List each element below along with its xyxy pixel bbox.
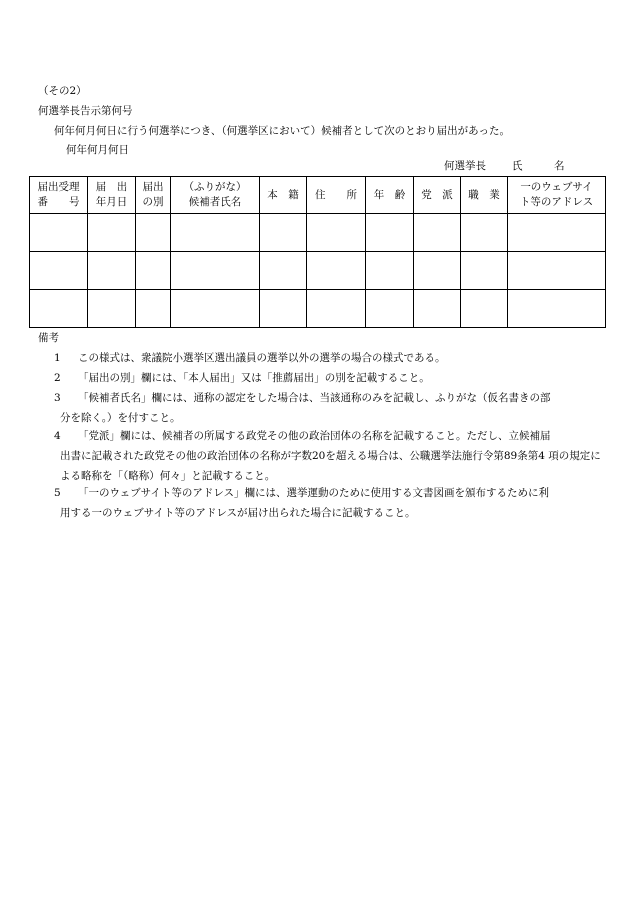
notice-statement: 何年何月何日に行う何選挙につき、（何選挙区において）候補者として次のとおり届出があった。 — [54, 125, 511, 137]
remark-item — [54, 368, 606, 388]
remark-number: 5 — [54, 487, 61, 499]
remark-number: 4 — [54, 430, 61, 442]
table-cell — [260, 290, 307, 328]
column-header-line: 届 出 — [95, 181, 128, 193]
table-cell — [414, 252, 461, 290]
table-cell — [414, 214, 461, 252]
table-cell — [461, 214, 508, 252]
table-cell — [88, 290, 136, 328]
table-cell — [171, 214, 260, 252]
table-cell — [366, 214, 414, 252]
column-header — [136, 177, 171, 214]
remark-text: 「一のウェブサイト等のアドレス」欄には、選挙運動のために使用する文書図画を頒布するために利 — [78, 487, 550, 499]
column-header — [414, 177, 461, 214]
column-header-line: 年月日 — [95, 196, 128, 208]
table-cell — [136, 252, 171, 290]
column-header — [307, 177, 366, 214]
table-cell — [30, 290, 88, 328]
remark-continuation: 用する一のウェブサイト等のアドレスが届け出られた場合に記載すること。 — [60, 507, 416, 519]
table-cell — [307, 252, 366, 290]
remarks-title: 備考 — [38, 332, 59, 344]
remark-item — [54, 426, 606, 486]
column-header-line: 年 齢 — [373, 188, 406, 201]
notice-title: 何選挙長告示第何号 — [38, 105, 133, 117]
form-number: （その2） — [38, 85, 87, 97]
table-cell — [508, 290, 606, 328]
table-cell — [461, 252, 508, 290]
table-row — [30, 214, 606, 252]
column-header-line: 一のウェブサイ — [520, 181, 593, 193]
table-cell — [171, 252, 260, 290]
table-cell — [366, 252, 414, 290]
table-cell — [508, 214, 606, 252]
column-header-line: 党 派 — [421, 188, 453, 201]
remark-text: 「届出の別」欄には、「本人届出」又は「推薦届出」の別を記載すること。 — [78, 372, 430, 384]
column-header-line: （ふりがな） — [183, 181, 247, 193]
column-header-line: 届出受理 — [37, 181, 80, 193]
table-cell — [260, 214, 307, 252]
remark-item — [54, 388, 606, 428]
table-cell — [307, 214, 366, 252]
remark-continuation: 分を除く。）を付すこと。 — [60, 412, 181, 424]
signer-name: 氏 名 — [512, 160, 565, 172]
table-cell — [30, 252, 88, 290]
remark-number: 1 — [54, 352, 61, 364]
remark-number: 3 — [54, 392, 61, 404]
notice-date: 何年何月何日 — [66, 144, 129, 156]
table-cell — [136, 214, 171, 252]
column-header-line: 住 所 — [315, 188, 357, 201]
remark-text: 「党派」欄には、候補者の所属する政党その他の政治団体の名称を記載すること。ただし、立候補届 — [78, 430, 551, 442]
column-header — [366, 177, 414, 214]
table-cell — [260, 252, 307, 290]
table-cell — [30, 214, 88, 252]
table-cell — [136, 290, 171, 328]
column-header — [260, 177, 307, 214]
column-header-line: 番 号 — [37, 196, 80, 208]
column-header-line: 職 業 — [468, 188, 500, 201]
table-cell — [508, 252, 606, 290]
table-cell — [307, 290, 366, 328]
signer-title: 何選挙長 — [444, 160, 486, 172]
column-header — [30, 177, 88, 214]
table-cell — [171, 290, 260, 328]
remark-item — [54, 483, 606, 523]
table-row — [30, 290, 606, 328]
column-header-line: 本 籍 — [267, 188, 299, 201]
remark-text: 「候補者氏名」欄には、通称の認定をした場合は、当該通称のみを記載し、ふりがな（仮名書きの部 — [78, 392, 551, 404]
column-header-line: ト等のアドレス — [519, 196, 594, 208]
table-cell — [88, 214, 136, 252]
remark-item — [54, 348, 606, 368]
column-header — [171, 177, 260, 214]
table-cell — [414, 290, 461, 328]
column-header-line: の別 — [142, 196, 164, 208]
remark-number: 2 — [54, 372, 61, 384]
table-cell — [461, 290, 508, 328]
column-header — [461, 177, 508, 214]
table-cell — [88, 252, 136, 290]
column-header-line: 候補者氏名 — [188, 196, 242, 208]
column-header-line: 届出 — [142, 181, 164, 193]
column-header — [508, 177, 606, 214]
table-cell — [366, 290, 414, 328]
candidate-table — [29, 176, 606, 328]
column-header — [88, 177, 136, 214]
remark-text: この様式は、衆議院小選挙区選出議員の選挙以外の選挙の場合の様式である。 — [78, 352, 446, 364]
table-body — [30, 214, 606, 328]
table-header-row — [30, 177, 606, 214]
remark-continuation: 出書に記載された政党その他の政治団体の名称が字数20を超える場合は、公職選挙法施行令第89条第4 項の規定による略称を「（略称）何々」と記載すること。 — [60, 450, 601, 482]
table-row — [30, 252, 606, 290]
